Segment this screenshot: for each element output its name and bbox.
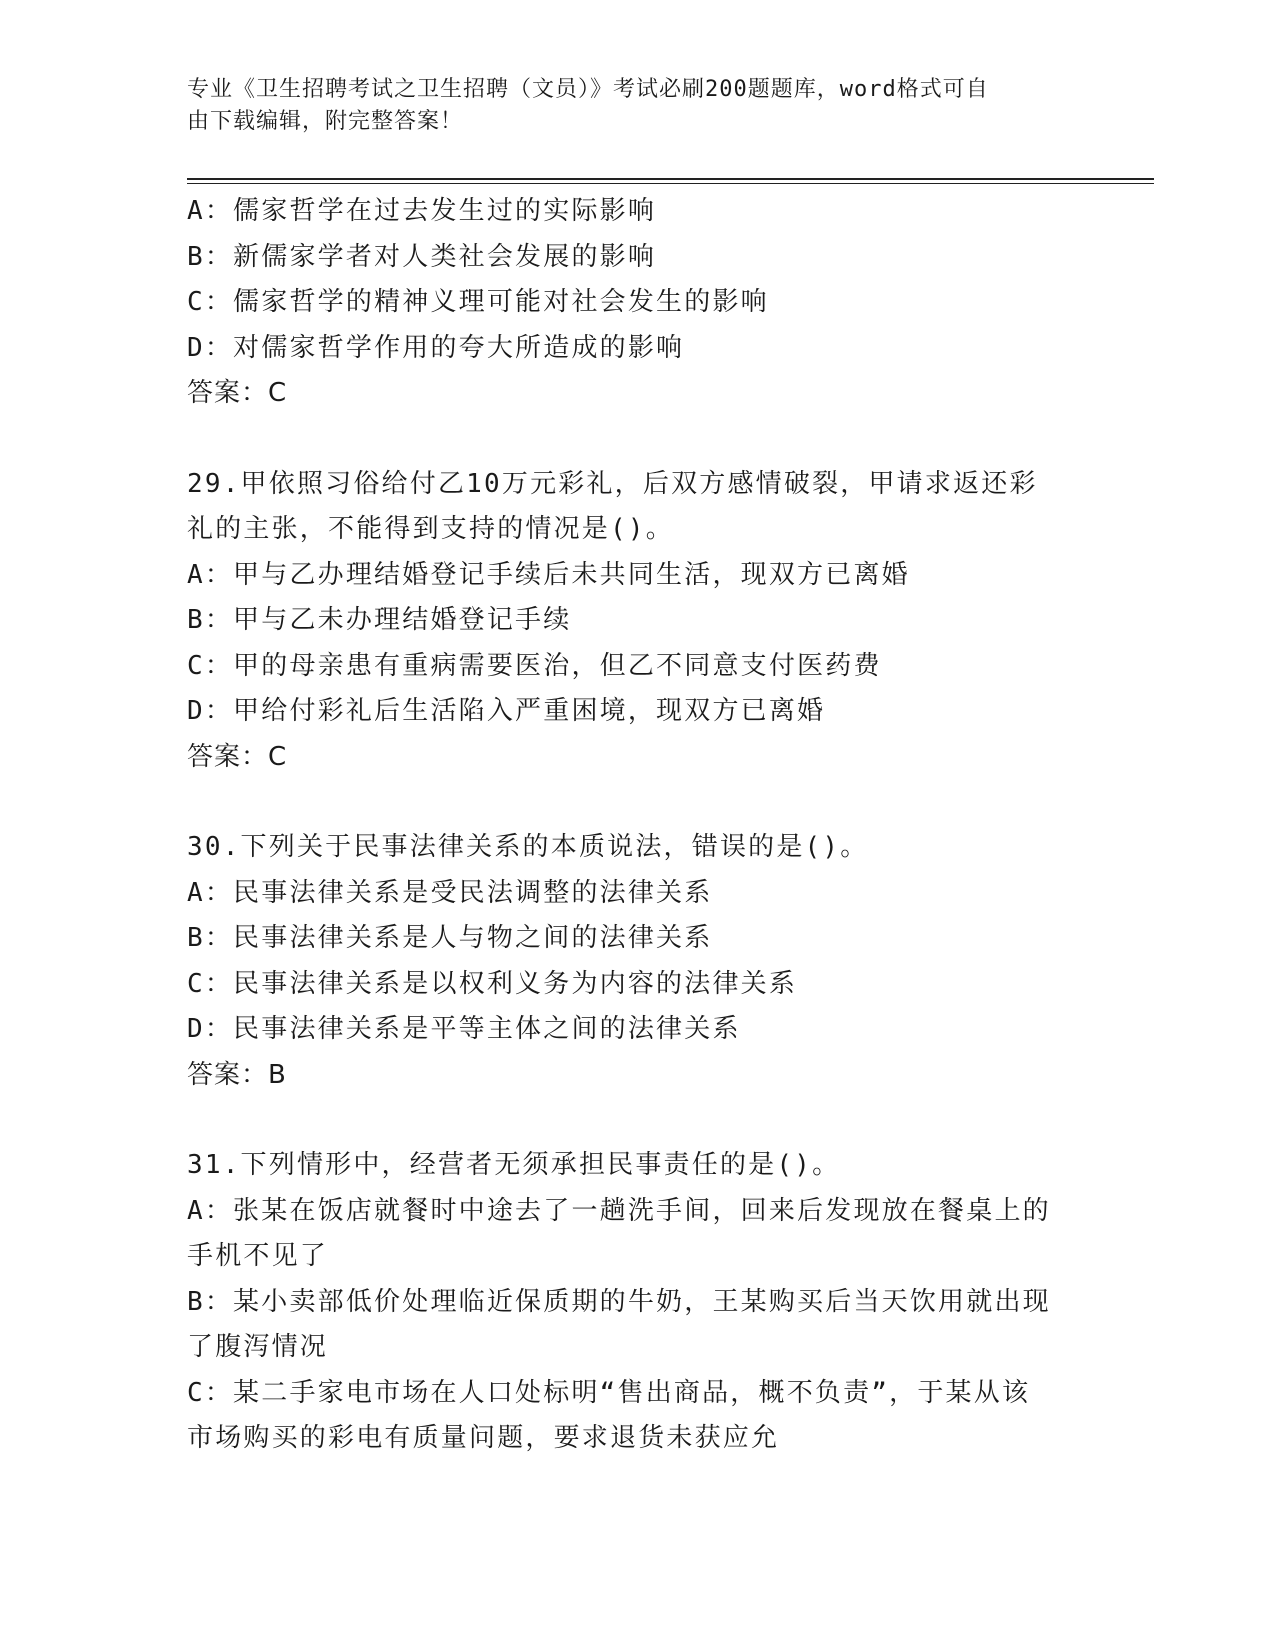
spacer [187, 417, 1087, 462]
answer: 答案：C [187, 741, 288, 772]
answer: 答案：B [187, 1059, 287, 1090]
header-line-2: 由下载编辑，附完整答案！ [187, 109, 464, 134]
option-a: A：甲与乙办理结婚登记手续后未共同生活，现双方已离婚 [187, 559, 910, 590]
option-d: D：民事法律关系是平等主体之间的法律关系 [187, 1014, 741, 1044]
question-stem: 30.下列关于民事法律关系的本质说法，错误的是()。 [187, 832, 869, 862]
option-a-line-1: A：张某在饭店就餐时中途去了一趟洗手间，回来后发现放在餐桌上的 [187, 1195, 1051, 1226]
option-a: A：民事法律关系是受民法调整的法律关系 [187, 877, 713, 908]
option-c-line-2: 市场购买的彩电有质量问题，要求退货未获应允 [187, 1423, 780, 1453]
question-30 [187, 825, 1087, 1098]
option-b: B：民事法律关系是人与物之间的法律关系 [187, 923, 713, 953]
option-c-line-1: C：某二手家电市场在人口处标明“售出商品，概不负责”，于某从该 [187, 1377, 1031, 1408]
spacer [187, 1098, 1087, 1143]
header-line-1: 专业《卫生招聘考试之卫生招聘（文员）》考试必刷200题题库，word格式可自 [187, 77, 989, 102]
option-d: D：甲给付彩礼后生活陷入严重困境，现双方已离婚 [187, 696, 826, 726]
option-b-line-1: B：某小卖部低价处理临近保质期的牛奶，王某购买后当天饮用就出现 [187, 1286, 1051, 1317]
option-d: D：对儒家哲学作用的夸大所造成的影响 [187, 332, 685, 363]
question-stem-line-1: 29.甲依照习俗给付乙10万元彩礼，后双方感情破裂，甲请求返还彩 [187, 468, 1038, 499]
option-c: C：儒家哲学的精神义理可能对社会发生的影响 [187, 287, 769, 317]
option-a: A：儒家哲学在过去发生过的实际影响 [187, 196, 657, 226]
question-31 [187, 1143, 1087, 1462]
spacer [187, 780, 1087, 825]
document-header [187, 74, 1067, 138]
option-a-line-2: 手机不见了 [187, 1241, 329, 1271]
header-divider-thin [187, 183, 1154, 184]
question-stem-line-2: 礼的主张，不能得到支持的情况是()。 [187, 514, 674, 544]
question-28 [187, 189, 1087, 417]
question-content [187, 189, 1087, 1462]
option-c: C：民事法律关系是以权利义务为内容的法律关系 [187, 968, 798, 999]
header-divider-thick [187, 178, 1154, 180]
question-stem: 31.下列情形中，经营者无须承担民事责任的是()。 [187, 1150, 841, 1180]
question-29 [187, 462, 1087, 781]
option-c: C：甲的母亲患有重病需要医治，但乙不同意支付医药费 [187, 650, 882, 681]
option-b: B：新儒家学者对人类社会发展的影响 [187, 241, 657, 272]
answer: 答案：C [187, 378, 288, 408]
option-b: B：甲与乙未办理结婚登记手续 [187, 605, 572, 635]
option-b-line-2: 了腹泻情况 [187, 1332, 329, 1362]
